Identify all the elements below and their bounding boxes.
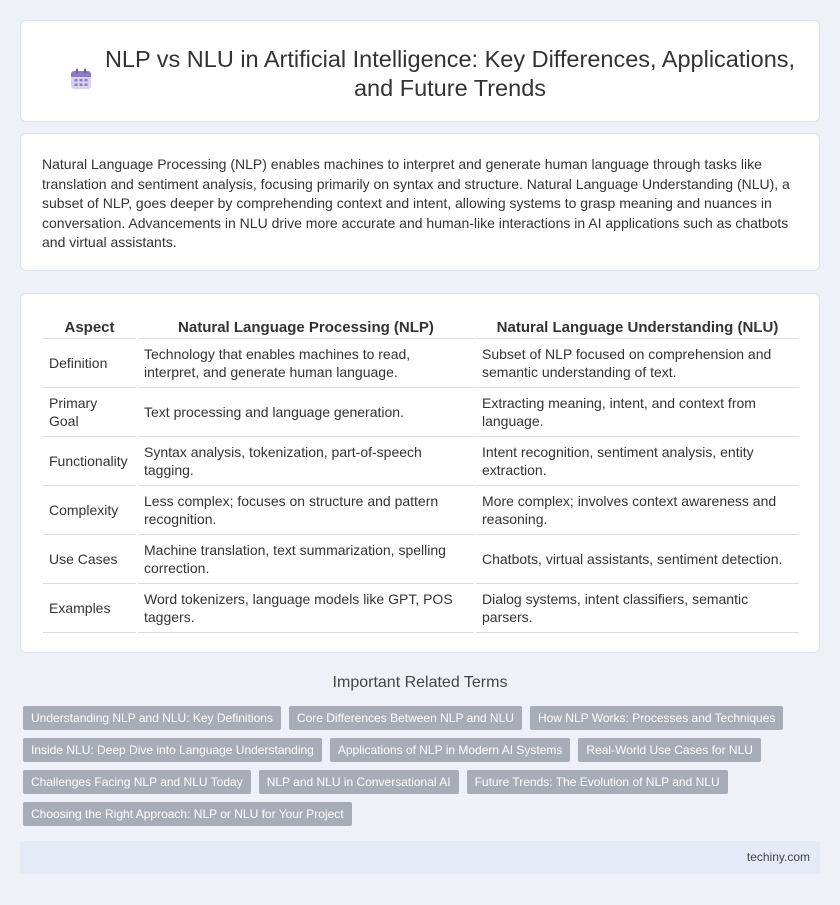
table-row: [43, 534, 799, 583]
related-terms-list: [23, 706, 819, 834]
header-nlu: Natural Language Understanding (NLU): [475, 315, 799, 338]
page-title: NLP vs NLU in Artificial Intelligence: Key Differences, Applications, and Future Trends: [104, 46, 796, 101]
related-term-link[interactable]: Future Trends: The Evolution of NLP and NLU: [467, 770, 728, 794]
comparison-card: [20, 293, 820, 653]
row-nlp: Machine translation, text summarization, spelling correction.: [137, 534, 475, 583]
row-nlp: Syntax analysis, tokenization, part-of-speech tagging.: [137, 436, 475, 485]
row-aspect: Complexity: [43, 485, 137, 534]
table-row: [43, 436, 799, 485]
related-term-link[interactable]: Core Differences Between NLP and NLU: [289, 706, 522, 730]
comparison-table: [43, 315, 799, 633]
row-aspect: Functionality: [43, 436, 137, 485]
table-row: [43, 485, 799, 534]
related-term-link[interactable]: How NLP Works: Processes and Techniques: [530, 706, 783, 730]
tag-row: [23, 802, 819, 826]
row-aspect: Primary Goal: [43, 387, 137, 436]
related-term-link[interactable]: Understanding NLP and NLU: Key Definitions: [23, 706, 281, 730]
table-row: [43, 387, 799, 436]
related-term-link[interactable]: NLP and NLU in Conversational AI: [259, 770, 459, 794]
table-row: [43, 338, 799, 387]
related-terms-title: Important Related Terms: [332, 674, 508, 691]
tag-row: [23, 738, 819, 762]
row-nlu: Dialog systems, intent classifiers, semantic parsers.: [475, 583, 799, 632]
header-nlp: Natural Language Processing (NLP): [137, 315, 475, 338]
summary-card: [20, 133, 820, 271]
title-card: [20, 20, 820, 122]
related-term-link[interactable]: Challenges Facing NLP and NLU Today: [23, 770, 251, 794]
table-row: [43, 583, 799, 632]
summary-text: Natural Language Processing (NLP) enables machines to interpret and generate human language through tasks like translation and sentiment analysis, focusing primarily on syntax and structure. Natural Language Understanding (NLU), a subset of NLP, goes deeper by comprehending context and intent, allowing systems to grasp meaning and nuances in conversation. Advancements in NLU drive more accurate and human-like interactions in AI applications such as chatbots and virtual assistants.: [42, 156, 790, 251]
row-aspect: Use Cases: [43, 534, 137, 583]
calendar-icon: [70, 68, 92, 90]
footer: [20, 841, 820, 874]
row-nlp: Word tokenizers, language models like GPT, POS taggers.: [137, 583, 475, 632]
related-term-link[interactable]: Real-World Use Cases for NLU: [578, 738, 761, 762]
row-nlu: Intent recognition, sentiment analysis, entity extraction.: [475, 436, 799, 485]
row-aspect: Definition: [43, 338, 137, 387]
row-nlu: Subset of NLP focused on comprehension and semantic understanding of text.: [475, 338, 799, 387]
row-nlp: Less complex; focuses on structure and pattern recognition.: [137, 485, 475, 534]
row-nlp: Technology that enables machines to read, interpret, and generate human language.: [137, 338, 475, 387]
row-nlu: Extracting meaning, intent, and context from language.: [475, 387, 799, 436]
table-header-row: [43, 315, 799, 338]
row-nlp: Text processing and language generation.: [137, 387, 475, 436]
related-term-link[interactable]: Applications of NLP in Modern AI Systems: [330, 738, 571, 762]
row-nlu: Chatbots, virtual assistants, sentiment detection.: [475, 534, 799, 583]
related-term-link[interactable]: Inside NLU: Deep Dive into Language Understanding: [23, 738, 322, 762]
tag-row: [23, 770, 819, 794]
related-term-link[interactable]: Choosing the Right Approach: NLP or NLU for Your Project: [23, 802, 352, 826]
header-aspect: Aspect: [43, 315, 137, 338]
row-aspect: Examples: [43, 583, 137, 632]
row-nlu: More complex; involves context awareness and reasoning.: [475, 485, 799, 534]
tag-row: [23, 706, 819, 730]
footer-brand[interactable]: techiny.com: [746, 850, 810, 864]
